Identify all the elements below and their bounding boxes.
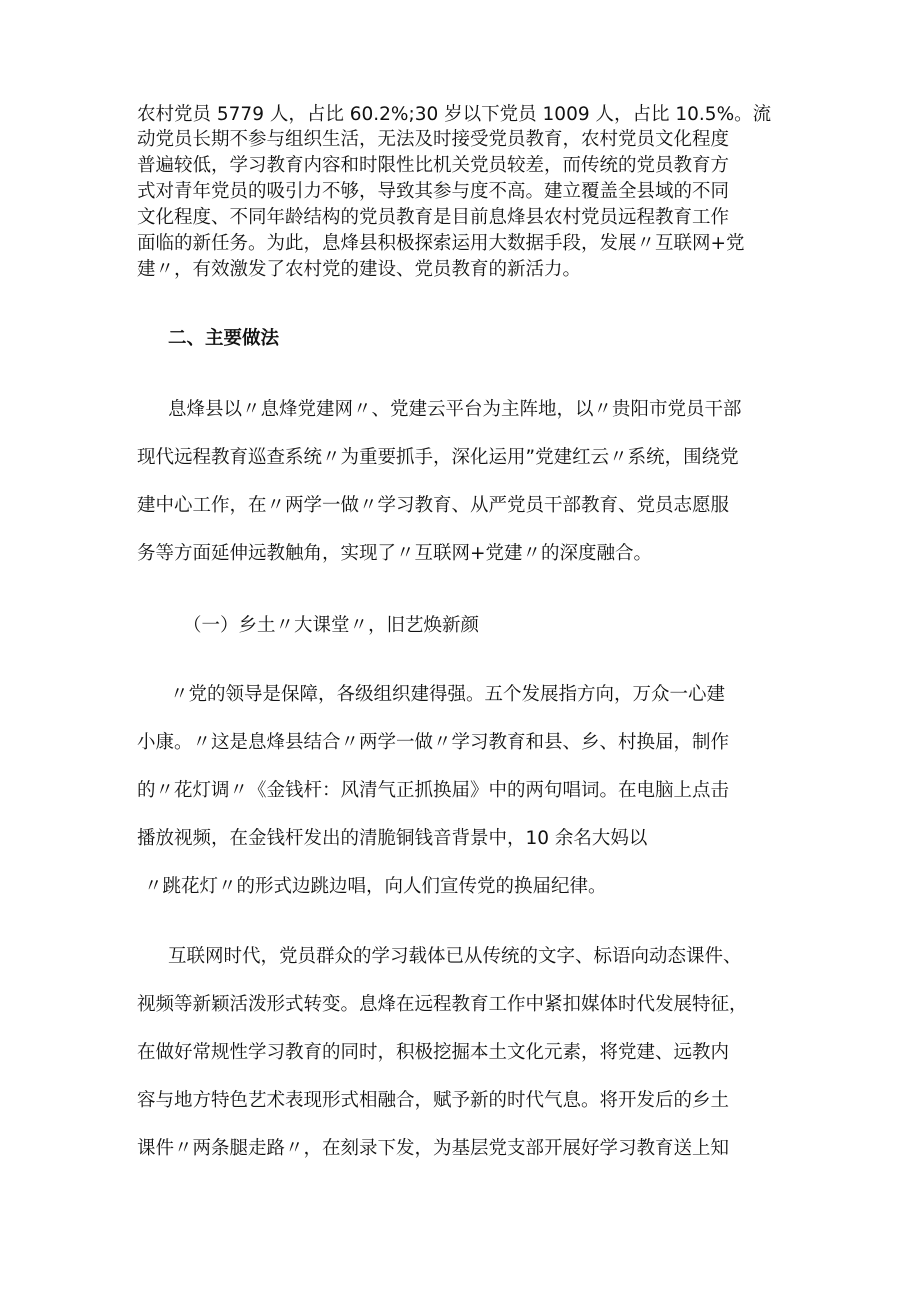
intro-line-2: 动党员长期不参与组织生活，无法及时接受党员教育，农村党员文化程度 bbox=[137, 129, 730, 150]
para3-line-5: 课件〃两条腿走路〃，在刻录下发，为基层党支部开展好学习教育送上知 bbox=[137, 1138, 730, 1159]
intro-line-1: 农村党员 5779 人，占比 60.2%;30 岁以下党员 1009 人，占比 10.5%。流 bbox=[137, 104, 772, 125]
para2-line-3: 的〃花灯调〃《金钱杆：风清气正抓换届》中的两句唱词。在电脑上点击 bbox=[137, 780, 730, 801]
para2-line-4: 播放视频，在金钱杆发出的清脆铜钱音背景中，10 余名大妈以 bbox=[137, 828, 648, 849]
para2-line-1: 〃党的领导是保障，各级组织建得强。五个发展指方向，万众一心建 bbox=[170, 684, 726, 705]
para2-line-5: 〃跳花灯〃的形式边跳边唱，向人们宣传党的换届纪律。 bbox=[144, 876, 607, 897]
intro-line-5: 文化程度、不同年龄结构的党员教育是目前息烽县农村党员远程教育工作 bbox=[137, 207, 730, 228]
intro-line-4: 式对青年党员的吸引力不够，导致其参与度不高。建立覆盖全县域的不同 bbox=[137, 181, 730, 202]
para3-line-3: 在做好常规性学习教育的同时，积极挖掘本土文化元素，将党建、远教内 bbox=[137, 1042, 730, 1063]
intro-line-6: 面临的新任务。为此，息烽县积极探索运用大数据手段，发展〃互联网+党 bbox=[137, 233, 745, 254]
subheading: （一）乡土〃大课堂〃，旧艺焕新颜 bbox=[183, 615, 480, 636]
intro-line-7: 建〃，有效激发了农村党的建设、党员教育的新活力。 bbox=[137, 259, 582, 280]
para3-line-1: 互联网时代，党员群众的学习载体已从传统的文字、标语向动态课件、 bbox=[168, 946, 742, 967]
section-heading: 二、主要做法 bbox=[168, 328, 280, 349]
para3-line-4: 容与地方特色艺术表现形式相融合，赋予新的时代气息。将开发后的乡土 bbox=[137, 1090, 730, 1111]
para3-line-2: 视频等新颖活泼形式转变。息烽在远程教育工作中紧扣媒体时代发展特征， bbox=[137, 994, 748, 1015]
para2-line-2: 小康。〃这是息烽县结合〃两学一做〃学习教育和县、乡、村换届，制作 bbox=[137, 732, 730, 753]
intro-line-3: 普遍较低，学习教育内容和时限性比机关党员较差，而传统的党员教育方 bbox=[137, 155, 730, 176]
para1-line-4: 务等方面延伸远教触角，实现了〃互联网+党建〃的深度融合。 bbox=[137, 543, 653, 564]
para1-line-3: 建中心工作，在〃两学一做〃学习教育、从严党员干部教育、党员志愿服 bbox=[137, 495, 730, 516]
para1-line-1: 息烽县以〃息烽党建网〃、党建云平台为主阵地，以〃贵阳市党员干部 bbox=[168, 399, 742, 420]
para1-line-2: 现代远程教育巡查系统〃为重要抓手，深化运用”党建红云〃系统，围绕党 bbox=[137, 447, 739, 468]
